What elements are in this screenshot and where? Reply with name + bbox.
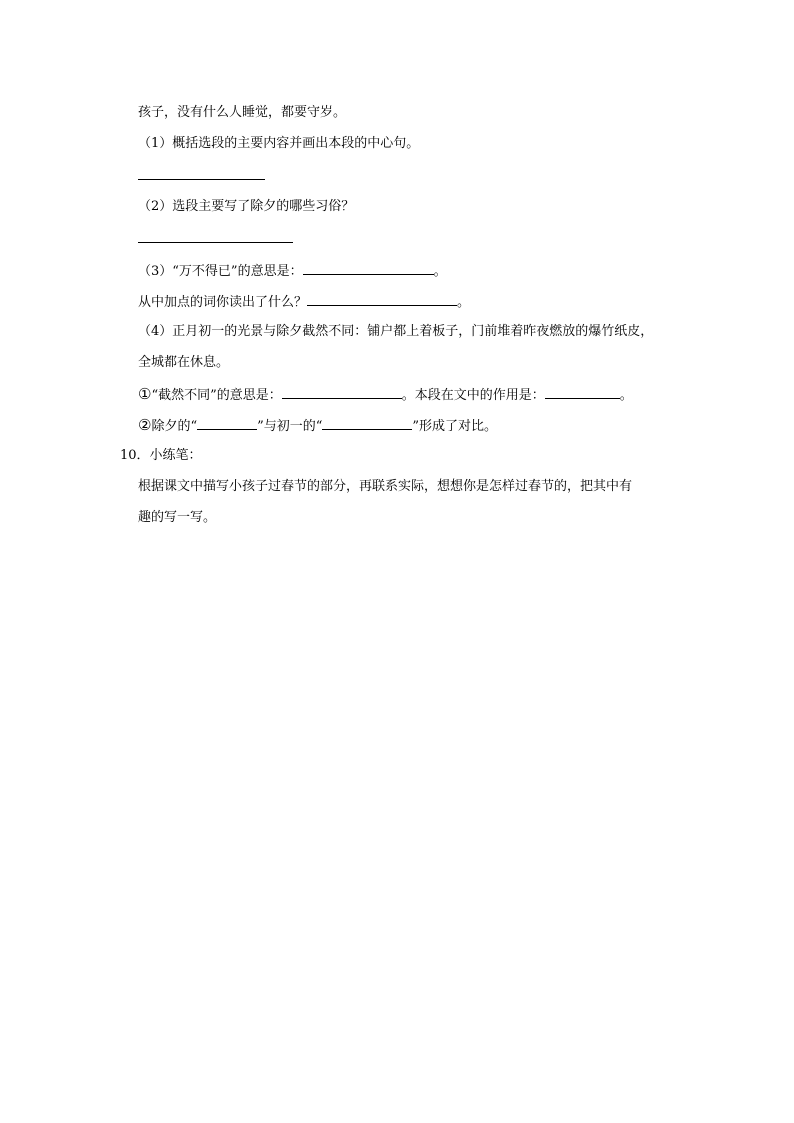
question-9-4-item1 (138, 384, 633, 406)
question-9-3-text: （3）“万不得已”的意思是： (138, 264, 303, 279)
circled-one-marker: ① (138, 385, 152, 403)
item1-text-b: 。本段在文中的作用是： (401, 388, 545, 403)
question-9-2: （2）选段主要写了除夕的哪些习俗？ (138, 199, 355, 214)
answer-blank-9-3b[interactable] (307, 291, 457, 306)
question-9-3b-end: 。 (457, 295, 471, 310)
answer-blank-chuxi[interactable] (197, 415, 257, 430)
item2-text-b: ”与初一的“ (257, 419, 323, 434)
answer-blank-chuyi[interactable] (322, 415, 412, 430)
passage-tail: 孩子，没有什么人睡觉，都要守岁。 (138, 105, 347, 120)
question-9-4-line2: 全城都在休息。 (138, 355, 230, 370)
question-10-prompt-line1: 根据课文中描写小孩子过春节的部分，再联系实际，想想你是怎样过春节的，把其中有 (138, 479, 633, 494)
answer-blank-role[interactable] (545, 384, 620, 399)
question-9-1: （1）概括选段的主要内容并画出本段的中心句。 (138, 136, 420, 151)
circled-two-marker: ② (138, 416, 152, 434)
item2-text-a: 除夕的“ (151, 419, 198, 434)
question-10-prompt-line2: 趣的写一写。 (138, 510, 217, 525)
question-9-4-line1: （4）正月初一的光景与除夕截然不同：铺户都上着板子，门前堆着昨夜燃放的爆竹纸皮， (138, 324, 654, 339)
question-9-3-end: 。 (433, 264, 447, 279)
question-9-3b-text: 从中加点的词你读出了什么？ (138, 295, 308, 310)
question-9-3 (138, 260, 447, 282)
answer-blank-jieran[interactable] (282, 384, 402, 399)
question-9-3b (138, 291, 470, 313)
item1-text-a: “截然不同”的意思是： (151, 388, 282, 403)
answer-line-9-1[interactable] (138, 179, 265, 180)
item1-text-c: 。 (619, 388, 633, 403)
item2-text-c: ”形成了对比。 (412, 419, 498, 434)
question-10-title: 10．小练笔： (120, 448, 202, 463)
answer-blank-9-3[interactable] (303, 260, 434, 275)
question-9-4-item2 (138, 415, 497, 437)
answer-line-9-2[interactable] (138, 242, 293, 243)
